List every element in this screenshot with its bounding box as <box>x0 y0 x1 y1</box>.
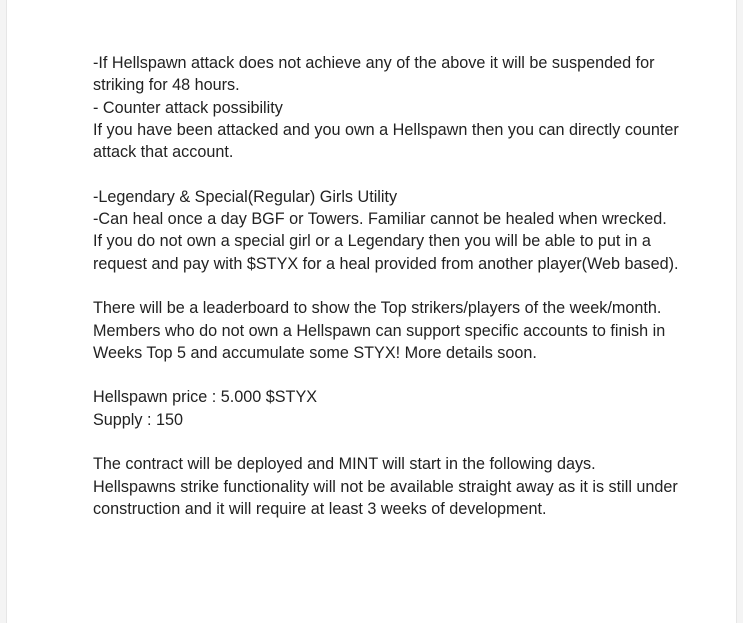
contract-mint-text: The contract will be deployed and MINT will start in the following days. <box>93 455 596 474</box>
document-page <box>6 0 737 623</box>
paragraph-spacer <box>93 163 693 185</box>
counter-attack-text: If you have been attacked and you own a Hellspawn then you can directly counter attack that account. <box>93 120 684 162</box>
strike-functionality-text: Hellspawns strike functionality will not be available straight away as it is still under construction and it will require at least 3 weeks of development. <box>93 477 683 518</box>
girls-utility-heading: -Legendary & Special(Regular) Girls Utility <box>93 187 398 206</box>
price-text: Hellspawn price : 5.000 $STYX <box>93 388 318 407</box>
paragraph-spacer <box>93 364 693 386</box>
paragraph-spacer <box>93 431 693 453</box>
heal-request-text: If you do not own a special girl or a Legendary then you will be able to put in a request and pay with $STYX for a heal provided from another player(Web based). <box>93 232 679 273</box>
paragraph-spacer <box>93 275 693 297</box>
document-body <box>93 52 693 520</box>
counter-attack-heading: - Counter attack possibility <box>93 98 283 117</box>
suspension-rule-text: -If Hellspawn attack does not achieve any of the above it will be suspended for striking for 48 hours. <box>93 54 659 95</box>
heal-rule-text: -Can heal once a day BGF or Towers. Familiar cannot be healed when wrecked. <box>93 210 667 229</box>
support-accounts-text: Members who do not own a Hellspawn can support specific accounts to finish in Weeks Top 5 and accumulate some STYX! More details soon. <box>93 321 670 362</box>
leaderboard-text: There will be a leaderboard to show the Top strikers/players of the week/month. <box>93 299 662 318</box>
supply-text: Supply : 150 <box>93 410 183 429</box>
